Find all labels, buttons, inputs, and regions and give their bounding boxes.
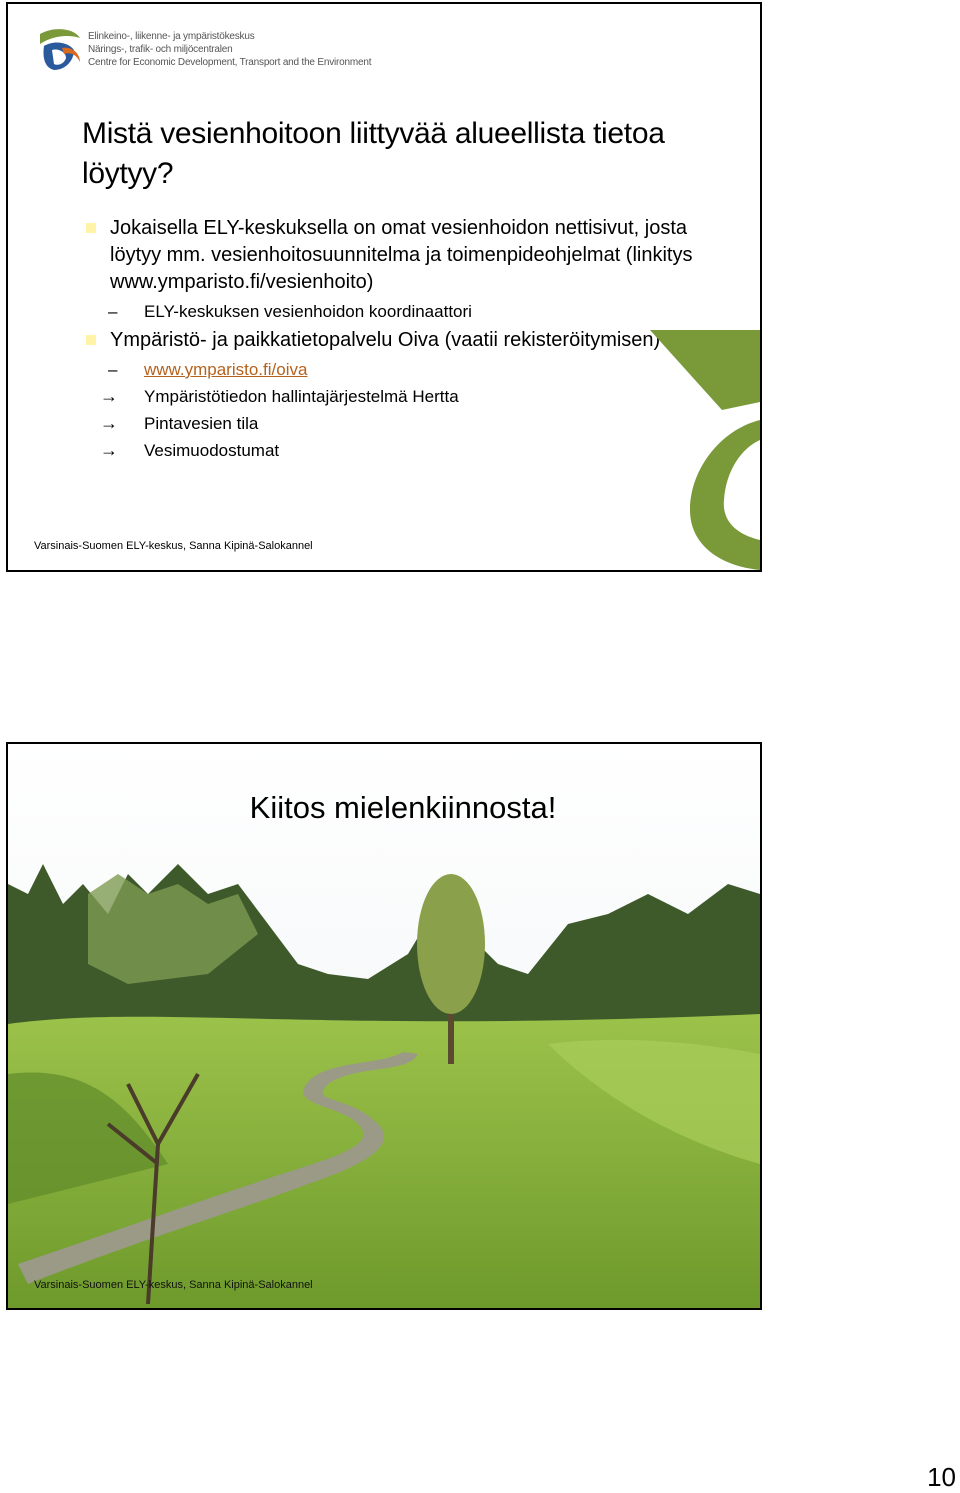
arrow-right-icon: → — [100, 386, 118, 406]
arrow-item — [82, 385, 702, 408]
arrow-right-icon: → — [100, 440, 118, 460]
arrow-item — [82, 412, 702, 435]
page-number: 10 — [927, 1462, 956, 1492]
slide-footer: Varsinais-Suomen ELY-keskus, Sanna Kipinä-Salokannel — [34, 1279, 313, 1291]
slide-title: Mistä vesienhoitoon liittyvää alueellista tietoa löytyy? — [82, 117, 665, 190]
arrow-item-text: Pintavesien tila — [144, 414, 259, 433]
sub-item — [82, 300, 702, 323]
square-bullet-icon — [86, 335, 96, 345]
river-landscape-photo — [8, 744, 760, 1308]
sub-item-text: ELY-keskuksen vesienhoidon koordinaattori — [144, 302, 472, 321]
arrow-right-icon: → — [100, 413, 118, 433]
dash-icon: – — [108, 302, 118, 321]
logo-line-3: Centre for Economic Development, Transport and the Environment — [88, 57, 372, 68]
slide-2 — [6, 742, 762, 1310]
green-leaf-decoration-icon — [650, 330, 760, 570]
square-bullet-icon — [86, 223, 96, 233]
arrow-item — [82, 439, 702, 462]
bullet-text: Jokaisella ELY-keskuksella on omat vesienhoidon nettisivut, josta löytyy mm. vesienhoitosuunnitelma ja toimenpideohjelmat (linkitys www.ymparisto.fi/vesienhoito) — [110, 217, 693, 293]
arrow-item-text: Ympäristötiedon hallintajärjestelmä Hertta — [144, 387, 459, 406]
ely-logo-icon — [34, 24, 86, 81]
logo-line-1: Elinkeino-, liikenne- ja ympäristökeskus — [88, 31, 255, 42]
logo-line-2: Närings-, trafik- och miljöcentralen — [88, 44, 233, 55]
slide-content — [82, 215, 702, 466]
oiva-link[interactable]: www.ymparisto.fi/oiva — [144, 360, 308, 379]
bullet-text: Ympäristö- ja paikkatietopalvelu Oiva (vaatii rekisteröitymisen) — [110, 329, 661, 351]
logo-text — [88, 30, 371, 69]
sub-item — [82, 358, 702, 381]
slide-title: Kiitos mielenkiinnosta! — [249, 790, 557, 825]
slide-1 — [6, 2, 762, 572]
arrow-item-text: Vesimuodostumat — [144, 441, 280, 460]
bullet-item — [82, 215, 702, 296]
dash-icon: – — [108, 360, 118, 379]
bullet-item — [82, 327, 702, 354]
slide-footer: Varsinais-Suomen ELY-keskus, Sanna Kipinä-Salokannel — [34, 540, 313, 552]
